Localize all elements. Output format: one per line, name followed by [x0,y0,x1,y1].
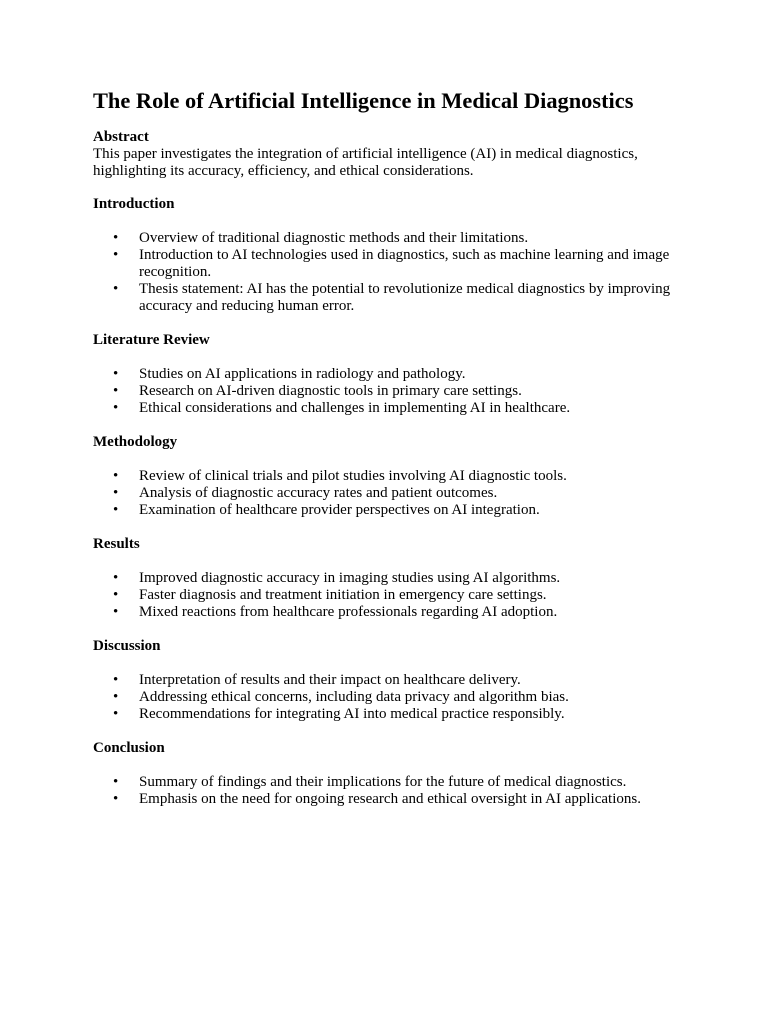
bullet-icon: • [113,774,119,790]
list-item-text: Ethical considerations and challenges in implementing AI in healthcare. [139,400,571,416]
section-heading: Conclusion [93,740,165,756]
bullet-icon: • [113,689,119,705]
section-discussion [93,638,683,723]
list-item-text: Overview of traditional diagnostic methods and their limitations. [139,230,529,246]
document-title: The Role of Artificial Intelligence in Medical Diagnostics [93,88,634,113]
section-heading: Methodology [93,434,178,450]
list-item [93,604,683,621]
list-item-text: Thesis statement: AI has the potential to revolutionize medical diagnostics by improving accuracy and reducing human error. [139,281,671,314]
list-item-text: Emphasis on the need for ongoing research and ethical oversight in AI applications. [139,791,641,807]
section-heading: Results [93,536,140,552]
list-item [93,570,683,587]
list-item [93,468,683,485]
list-item [93,774,683,791]
bullet-icon: • [113,281,119,297]
bullet-list [93,570,683,621]
list-item [93,230,683,247]
section-heading: Discussion [93,638,161,654]
section-conclusion [93,740,683,808]
list-item [93,366,683,383]
list-item-text: Studies on AI applications in radiology and pathology. [139,366,466,382]
list-item [93,587,683,604]
bullet-list [93,366,683,417]
list-item [93,383,683,400]
bullet-list [93,774,683,808]
bullet-icon: • [113,587,119,603]
list-item [93,706,683,723]
list-item [93,502,683,519]
list-item-text: Review of clinical trials and pilot studies involving AI diagnostic tools. [139,468,567,484]
bullet-icon: • [113,366,119,382]
list-item [93,485,683,502]
section-heading: Introduction [93,196,175,212]
bullet-icon: • [113,570,119,586]
list-item-text: Recommendations for integrating AI into medical practice responsibly. [139,706,565,722]
bullet-list [93,672,683,723]
list-item [93,247,683,281]
list-item-text: Summary of findings and their implications for the future of medical diagnostics. [139,774,627,790]
section-introduction [93,196,683,315]
bullet-icon: • [113,247,119,263]
section-methodology [93,434,683,519]
bullet-icon: • [113,468,119,484]
bullet-icon: • [113,672,119,688]
bullet-icon: • [113,706,119,722]
list-item [93,281,683,315]
list-item [93,689,683,706]
bullet-icon: • [113,791,119,807]
bullet-icon: • [113,502,119,518]
abstract-heading: Abstract [93,129,149,145]
list-item-text: Addressing ethical concerns, including data privacy and algorithm bias. [139,689,569,705]
bullet-icon: • [113,400,119,416]
list-item [93,791,683,808]
bullet-list [93,468,683,519]
list-item-text: Faster diagnosis and treatment initiation in emergency care settings. [139,587,547,603]
list-item-text: Mixed reactions from healthcare professionals regarding AI adoption. [139,604,558,620]
list-item [93,672,683,689]
bullet-icon: • [113,604,119,620]
section-heading: Literature Review [93,332,210,348]
section-literature-review [93,332,683,417]
outline-sections [93,196,683,825]
list-item-text: Examination of healthcare provider perspectives on AI integration. [139,502,540,518]
abstract-text: This paper investigates the integration of artificial intelligence (AI) in medical diagnostics, highlighting its accuracy, efficiency, and ethical considerations. [93,146,638,179]
bullet-icon: • [113,383,119,399]
list-item [93,400,683,417]
bullet-list [93,230,683,315]
list-item-text: Analysis of diagnostic accuracy rates and patient outcomes. [139,485,498,501]
bullet-icon: • [113,485,119,501]
abstract-section [93,129,683,180]
bullet-icon: • [113,230,119,246]
list-item-text: Improved diagnostic accuracy in imaging studies using AI algorithms. [139,570,561,586]
list-item-text: Research on AI-driven diagnostic tools in primary care settings. [139,383,522,399]
list-item-text: Interpretation of results and their impact on healthcare delivery. [139,672,521,688]
list-item-text: Introduction to AI technologies used in diagnostics, such as machine learning and image recognition. [139,247,670,280]
section-results [93,536,683,621]
